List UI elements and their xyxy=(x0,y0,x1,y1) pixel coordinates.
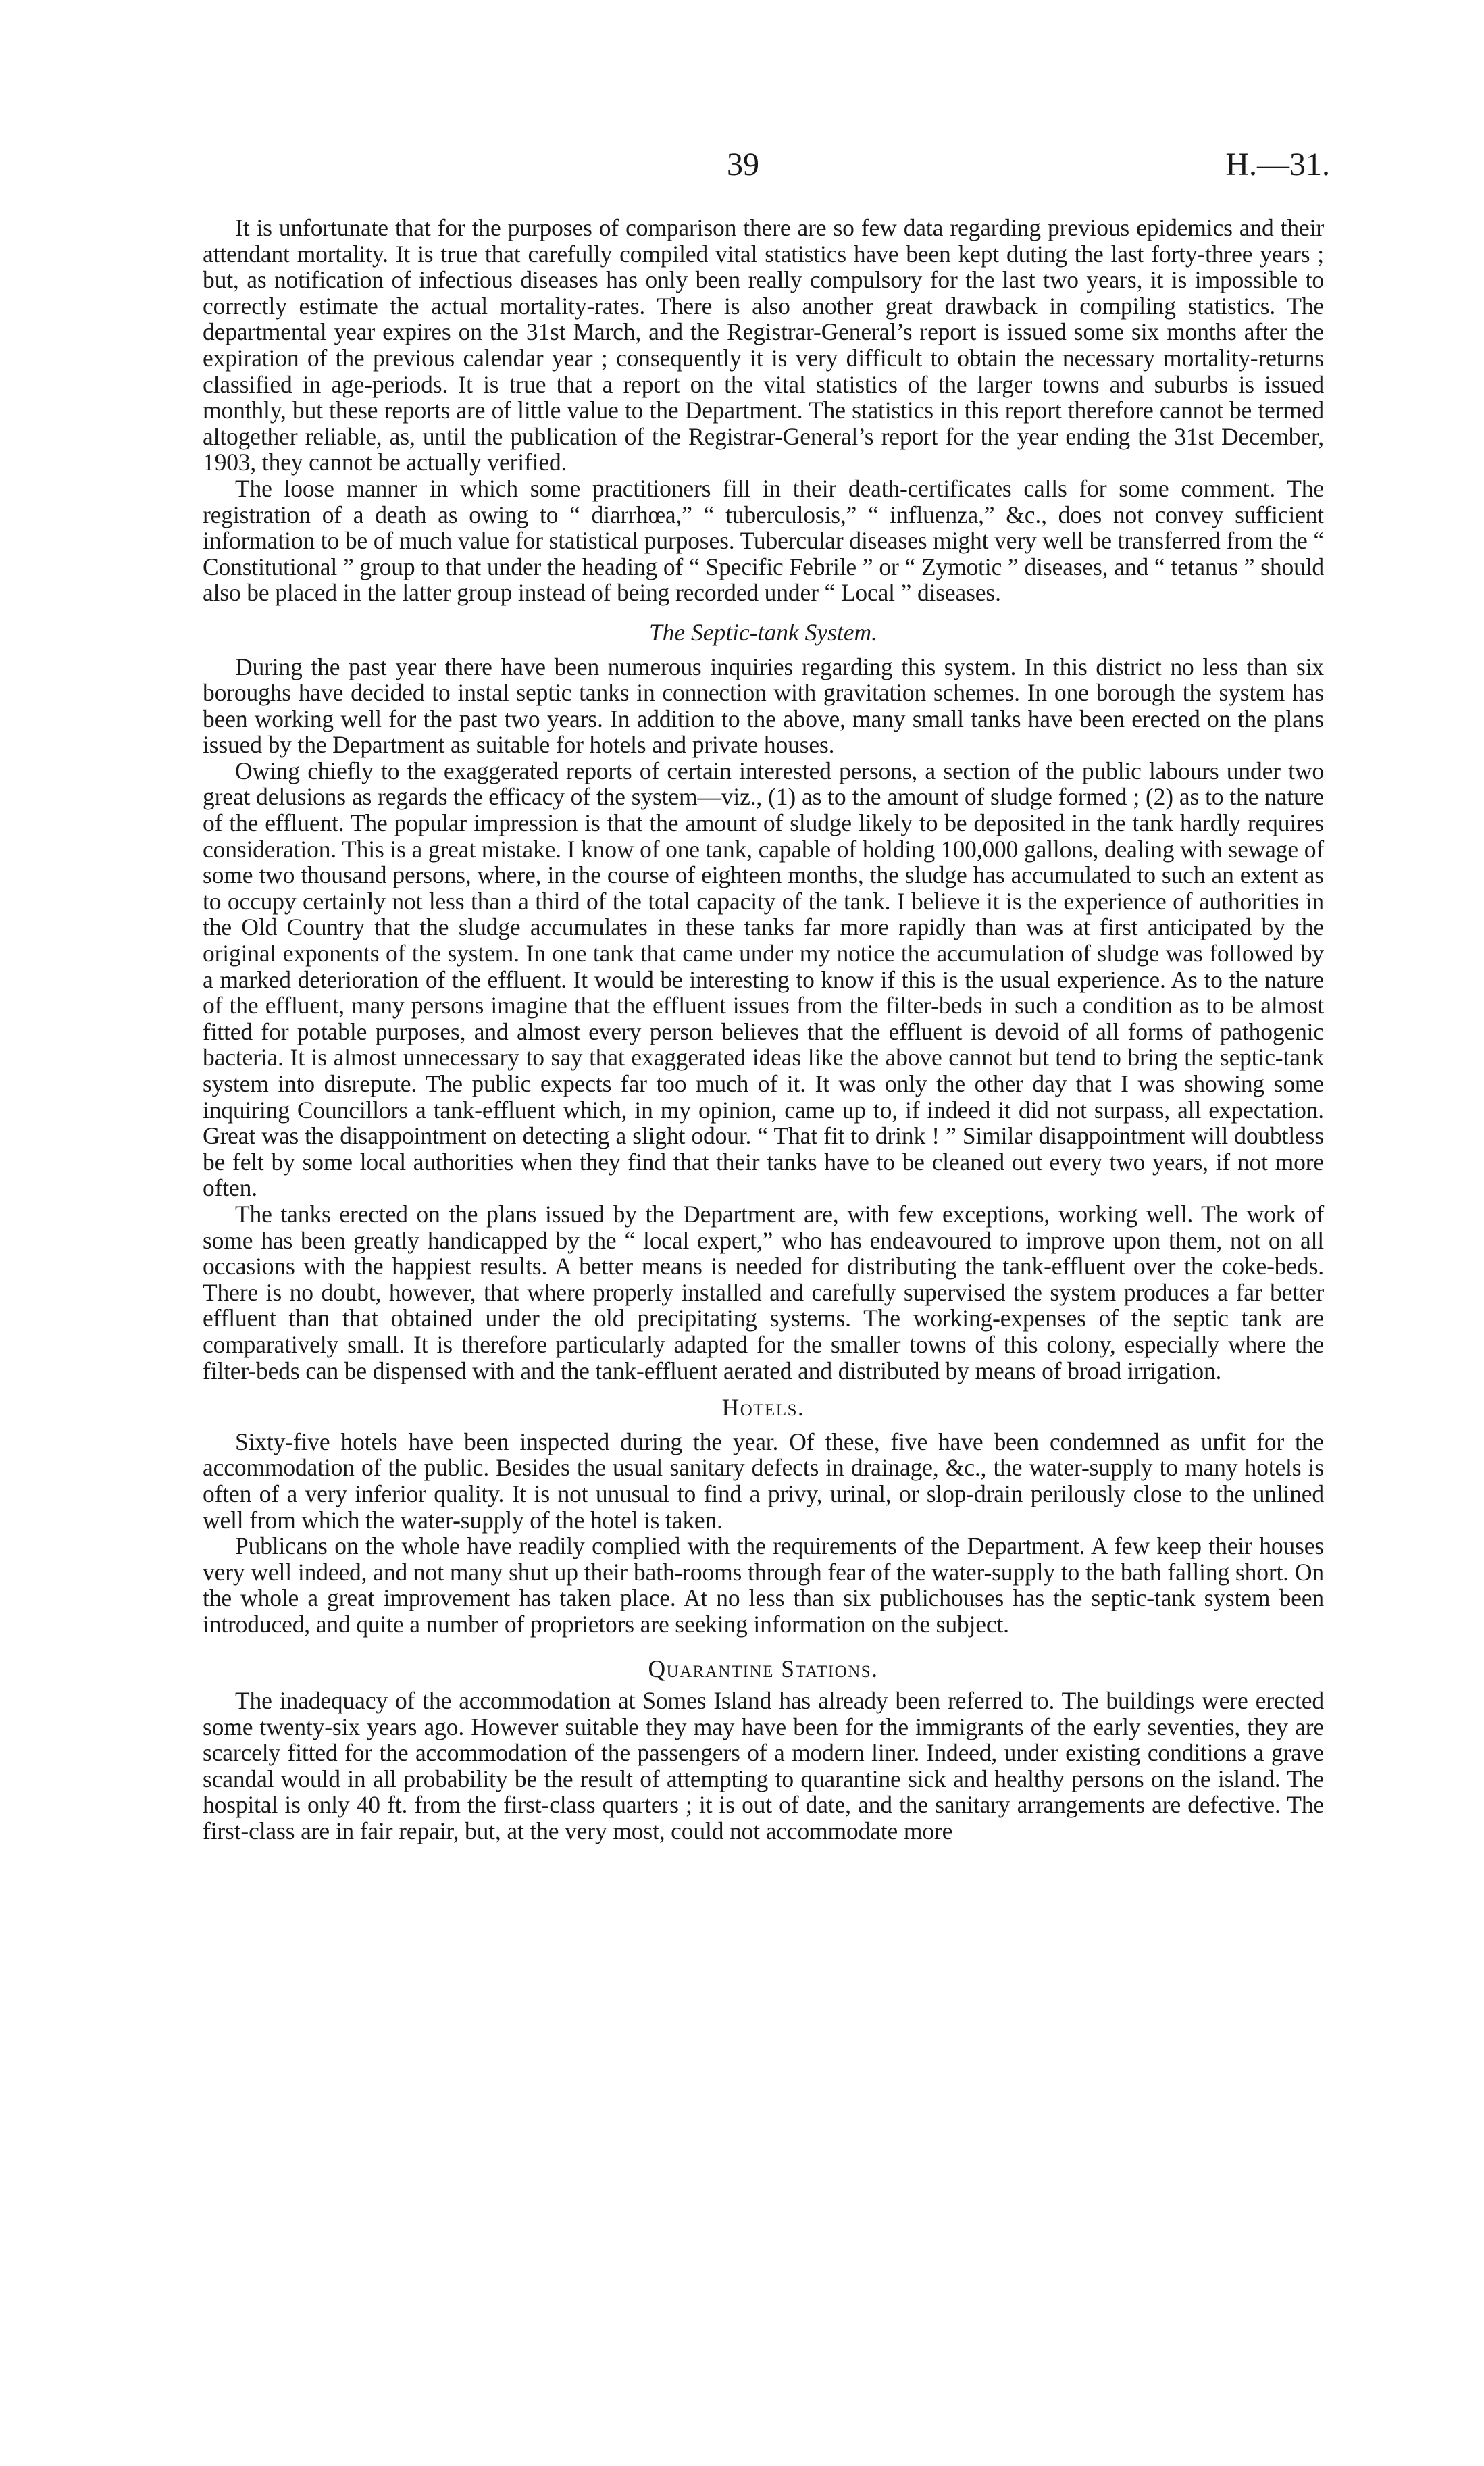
paragraph-septic-inquiries: During the past year there have been numerous inquiries regarding this system. In this district no less than six boroughs have decided to instal septic tanks in connection with gravitation schemes. In one borough the system has been working well for the past two years. In addition to the above, many small tanks have been erected on the plans issued by the Department as suitable for hotels and private houses. xyxy=(203,653,1324,759)
body-text xyxy=(203,215,1324,1844)
paragraph-septic-delusions: Owing chiefly to the exaggerated reports of certain interested persons, a section of the public labours under two great delusions as regards the efficacy of the system—viz., (1) as to the amount of sludge formed ; (2) as to the nature of the effluent. The popular impression is that the amount of sludge likely to be deposited in the tank hardly requires consideration. This is a great mistake. I know of one tank, capable of holding 100,000 gallons, dealing with sewage of some two thousand persons, where, in the course of eighteen months, the sludge has accumulated to such an extent as to occupy certainly not less than a third of the total capacity of the tank. I believe it is the experience of authorities in the Old Country that the sludge accumulates in these tanks far more rapidly than was at first anticipated by the original exponents of the system. In one tank that came under my notice the accumulation of sludge was followed by a marked deterioration of the effluent. It would be interesting to know if this is the usual experience. As to the nature of the effluent, many persons imagine that the effluent issues from the filter-beds in such a condition as to be almost fitted for potable purposes, and almost every person believes that the effluent is devoid of all forms of pathogenic bacteria. It is almost unnecessary to say that exaggerated ideas like the above cannot but tend to bring the septic-tank system into disrepute. The public expects far too much of it. It was only the other day that I was showing some inquiring Councillors a tank-effluent which, in my opinion, came up to, if indeed it did not surpass, all expectation. Great was the disappointment on detecting a slight odour. “ That fit to drink ! ” Similar disappointment will doubtless be felt by some local authorities when they find that their tanks have to be cleaned out every two years, if not more often. xyxy=(203,757,1324,1202)
document-reference: H.—31. xyxy=(1225,147,1330,182)
heading-quarantine-stations: Quarantine Stations. xyxy=(648,1655,879,1683)
paragraph-quarantine: The inadequacy of the accommodation at Somes Island has already been referred to. The buildings were erected some twenty-six years ago. However suitable they may have been for the immigrants of the early seventies, they are scarcely fitted for the accommodation of the passengers of a modern liner. Indeed, under existing conditions a grave scandal would in all probability be the result of attempting to quarantine sick and healthy persons on the island. The hospital is only 40 ft. from the first-class quarters ; it is out of date, and the sanitary arrangements are defective. The first-class are in fair repair, but, at the very most, could not accommodate more xyxy=(203,1687,1324,1845)
paragraph-death-certificates: The loose manner in which some practitioners fill in their death-certificates calls for some comment. The registration of a death as owing to “ diarrhœa,” “ tuberculosis,” “ influenza,” &c., does not convey sufficient information to be of much value for statistical purposes. Tubercular diseases might very well be transferred from the “ Constitutional ” group to that under the heading of “ Specific Febrile ” or “ Zymotic ” diseases, and “ tetanus ” should also be placed in the latter group instead of being recorded under “ Local ” diseases. xyxy=(203,474,1324,607)
paragraph-hotels-inspected: Sixty-five hotels have been inspected during the year. Of these, five have been condemned as unfit for the accommodation of the public. Besides the usual sanitary defects in drainage, &c., the water-supply to many hotels is often of a very inferior quality. It is not unusual to find a privy, urinal, or slop-drain perilously close to the unlined well from which the water-supply of the hotel is taken. xyxy=(203,1428,1324,1534)
paragraph-statistics: It is unfortunate that for the purposes of comparison there are so few data regarding previous epidemics and their attendant mortality. It is true that carefully compiled vital statistics have been kept duting the last forty-three years ; but, as notification of infectious diseases has only been really compulsory for the last two years, it is impossible to correctly estimate the actual mortality-rates. There is also another great drawback in compiling statistics. The departmental year expires on the 31st March, and the Registrar-General’s report is issued some six months after the expiration of the previous calendar year ; consequently it is very difficult to obtain the necessary mortality-returns classified in age-periods. It is true that a report on the vital statistics of the larger towns and suburbs is issued monthly, but these reports are of little value to the Department. The statistics in this report therefore cannot be termed altogether reliable, as, until the publication of the Registrar-General’s report for the year ending the 31st December, 1903, they cannot be actually verified. xyxy=(203,214,1324,476)
heading-septic-tank-system: The Septic-tank System. xyxy=(648,618,878,646)
paragraph-publicans: Publicans on the whole have readily complied with the requirements of the Department. A few keep their houses very well indeed, and not many shut up their bath-rooms through fear of the water-supply to the bath falling short. On the whole a great improvement has taken place. At no less than six publichouses has the septic-tank system been introduced, and quite a number of proprietors are seeking information on the subject. xyxy=(203,1532,1324,1638)
page-number: 39 xyxy=(727,147,759,182)
paragraph-septic-tanks-working: The tanks erected on the plans issued by the Department are, with few exceptions, working well. The work of some has been greatly handicapped by the “ local expert,” who has endeavoured to improve upon them, not on all occasions with the happiest results. A better means is needed for distributing the tank-effluent over the coke-beds. There is no doubt, however, that where properly installed and carefully supervised the system produces a far better effluent than that obtained under the old precipitating systems. The working-expenses of the septic tank are comparatively small. It is therefore particularly adapted for the smaller towns of this colony, especially where the filter-beds can be dispensed with and the tank-effluent aerated and distributed by means of broad irrigation. xyxy=(203,1200,1324,1384)
heading-hotels: Hotels. xyxy=(721,1394,805,1421)
